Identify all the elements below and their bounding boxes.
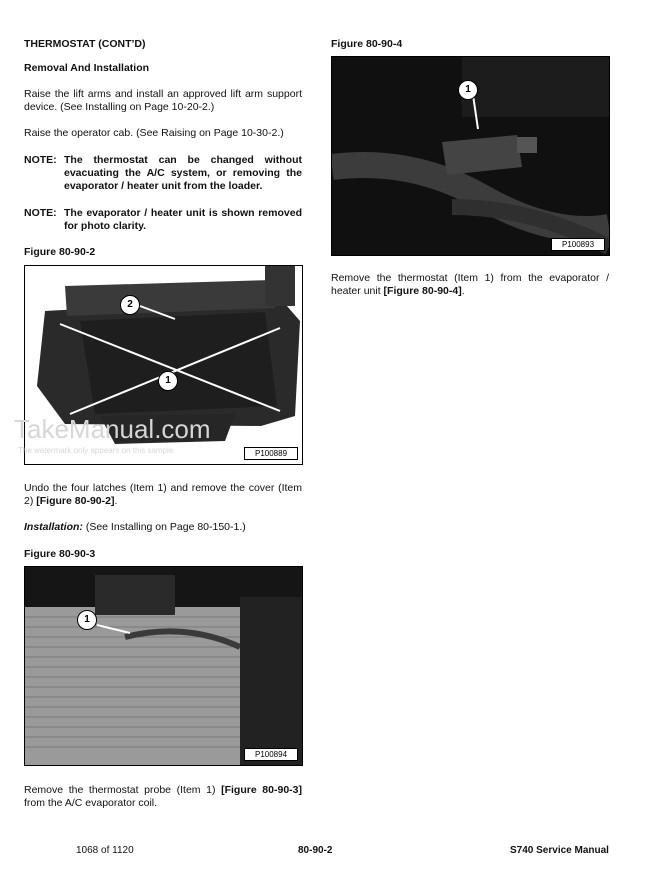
section-title: THERMOSTAT (CONT’D) (24, 38, 146, 50)
note-clarity (24, 207, 302, 233)
callout-item-1: 1 (158, 371, 178, 391)
note-text: The evaporator / heater unit is shown removed for photo clarity. (64, 207, 302, 232)
paragraph-lift-arms: Raise the lift arms and install an approved lift arm support device. (See Installing on Page 10-20-2.) (24, 88, 302, 113)
paragraph-remove-probe: Remove the thermostat probe (Item 1) [Figure 80-90-3] from the A/C evaporator coil. (24, 784, 302, 809)
note-text: The thermostat can be changed without evacuating the A/C system, or removing the evaporator / heater unit from the loader. (64, 154, 302, 192)
page-number: 80-90-2 (298, 845, 333, 856)
callout-item-2: 2 (120, 295, 140, 315)
photo-code: P100889 (244, 447, 298, 460)
paragraph-remove-thermostat: Remove the thermostat (Item 1) from the evaporator / heater unit [Figure 80-90-4]. (331, 272, 609, 297)
paragraph-installation: Installation: (See Installing on Page 80-150-1.) (24, 521, 246, 533)
figure-caption: Figure 80-90-4 (331, 38, 403, 50)
figure-ref: [Figure 80-90-3] (221, 784, 302, 796)
note-label: NOTE: (24, 207, 57, 219)
note-thermostat (24, 154, 302, 193)
manual-title: S740 Service Manual (510, 845, 609, 856)
page-count: 1068 of 1120 (76, 845, 134, 856)
note-label: NOTE: (24, 154, 57, 166)
figure-caption: Figure 80-90-3 (24, 548, 96, 560)
figure-thermostat-probe (24, 566, 303, 766)
subtitle: Removal And Installation (24, 62, 150, 74)
figure-ref: [Figure 80-90-2] (36, 495, 115, 507)
figure-thermostat (331, 56, 610, 256)
paragraph-raise-cab: Raise the operator cab. (See Raising on Page 10-30-2.) (24, 127, 284, 139)
callout-item-1: 1 (77, 610, 97, 630)
watermark-logo: TakeManual.com (14, 414, 211, 444)
watermark-note: The watermark only appears on this sample (18, 446, 174, 455)
photo-code: P100893 (551, 238, 605, 251)
installation-label: Installation: (24, 521, 83, 533)
figure-ref: [Figure 80-90-4] (383, 285, 462, 297)
callout-item-1: 1 (458, 80, 478, 100)
paragraph-latches: Undo the four latches (Item 1) and remove the cover (Item 2) [Figure 80-90-2]. (24, 482, 302, 507)
figure-caption: Figure 80-90-2 (24, 246, 96, 258)
probe-photo (25, 567, 302, 765)
photo-code: P100894 (244, 748, 298, 761)
